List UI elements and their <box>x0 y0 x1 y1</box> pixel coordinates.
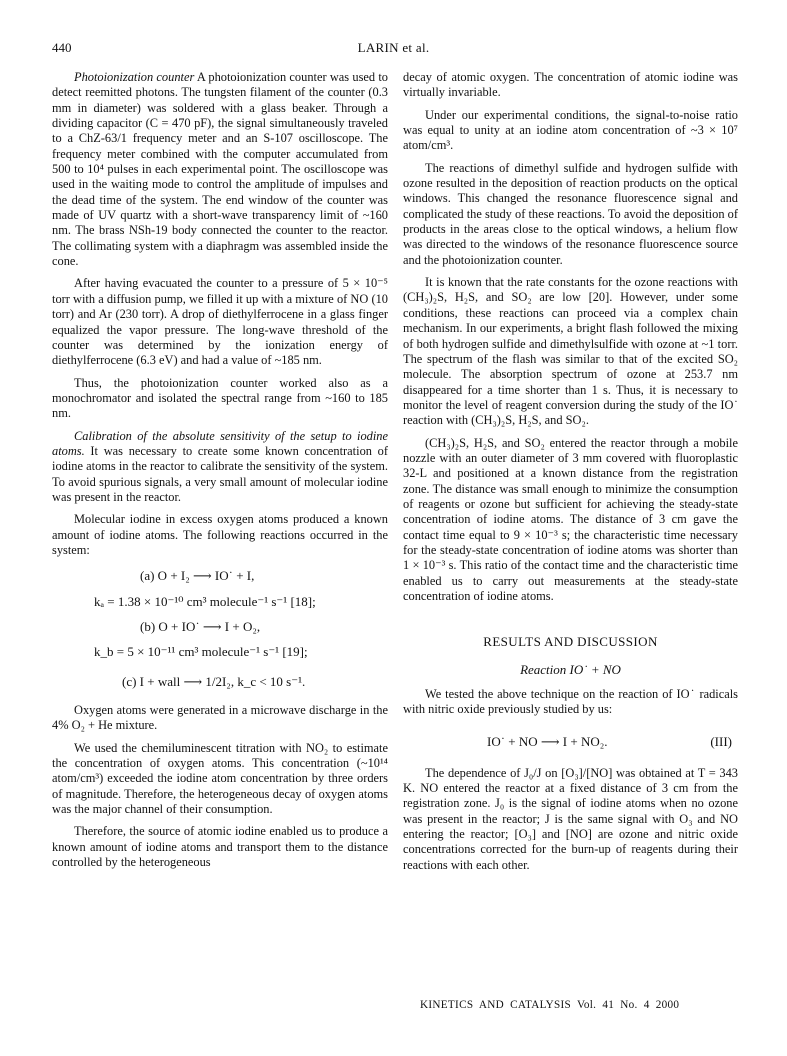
paragraph: Under our experimental conditions, the signal-to-noise ratio was equal to unity at an iodine atom concentration of ~3 × 10⁷ atom/cm³. <box>403 107 738 153</box>
section-heading: RESULTS AND DISCUSSION <box>483 634 658 650</box>
paragraph: After having evacuated the counter to a pressure of 5 × 10⁻⁵ torr with a diffusion pump, we filled it up with a mixture of NO (10 torr) and Ar (230 torr). A drop of diethylferrocene in a glass finger equalized the vapor pressure. The long-wave threshold of the counter was determined by the ionization energy of diethylferrocene (6.3 eV) and had a value of ~185 nm. <box>52 276 388 368</box>
equation-b: (b) O + IO˙ ⟶ I + O₂, <box>140 619 261 634</box>
paragraph: The reactions of dimethyl sulfide and hydrogen sulfide with ozone resulted in the deposition of reaction products on the optical windows. This changed the resonance fluorescence signal and complicated the study of these reactions. To avoid the deposition of products in the areas close to the optical windows, a helium flow was directed to the windows of the resonance fluorescence source and the photoionization counter. <box>403 160 738 267</box>
equation-iii <box>403 734 738 750</box>
equation-expression: IO˙ + NO ⟶ I + NO₂. <box>487 733 608 749</box>
paragraph: We used the chemiluminescent titration with NO₂ to estimate the concentration of oxygen atoms. This concentration (~10¹⁴ atom/cm³) exceeded the iodine atom concentration by three orders of magnitude. Therefore, the heterogeneous decay of oxygen atoms was the major channel of their consumption. <box>52 740 388 817</box>
paragraph-calibration: Calibration of the absolute sensitivity of the setup to iodine atoms. It was necessary to create some known concentration of iodine atoms in the reactor to calibrate the sensitivity of the system. To avoid spurious signals, a very small amount of molecular iodine was present in the reactor. <box>52 428 388 504</box>
running-head: LARIN et al. <box>357 40 430 55</box>
equation-c: (c) I + wall ⟶ 1/2I₂, k_c < 10 s⁻¹. <box>122 673 306 689</box>
rate-constant-b: k_b = 5 × 10⁻¹¹ cm³ molecule⁻¹ s⁻¹ [19]; <box>94 644 308 660</box>
rate-constant-a: kₐ = 1.38 × 10⁻¹⁰ cm³ molecule⁻¹ s⁻¹ [18]; <box>94 593 316 609</box>
subsection-heading: Reaction IO˙ + NO <box>520 661 621 677</box>
right-column <box>403 70 738 880</box>
equation-number: (III) <box>710 733 732 749</box>
page-number: 440 <box>52 40 72 55</box>
paragraph: It is known that the rate constants for the ozone reactions with (CH₃)₂S, H₂S, and SO₂ are low [20]. However, under some conditions, these reactions can proceed via a complex chain mechanism. In our experiments, a bright flash followed the mixing of both hydrogen sulfide and dimethylsulfide with ozone at ~1 torr. The spectrum of the flash was similar to that of the excited SO₂ molecule. The absorption spectrum of ozone at 253.7 nm disappeared for a time shorter than 1 s. Thus, it is necessary to monitor the level of reagent conversion during the study of the IO˙ reaction with (CH₃)₂S, H₂S, and SO₂. <box>403 275 738 428</box>
paragraph: Molecular iodine in excess oxygen atoms produced a known amount of iodine atoms. The following reactions occurred in the system: <box>52 512 388 557</box>
left-column <box>52 70 388 877</box>
paragraph-run-in-heading: Calibration of the absolute sensitivity of the setup to iodine atoms. <box>52 428 388 458</box>
paragraph: The dependence of J₀/J on [O₃]/[NO] was obtained at T = 343 K. NO entered the reactor at a fixed distance of 3 cm from the registration zone. J₀ is the signal of iodine atoms when no ozone was present in the reactor; J is the same signal with O₃ and NO entering the reactor; [O₃] and [NO] are ozone and nitric oxide concentrations corrected for the burn-up of reagents during their reactions with each other. <box>403 765 738 872</box>
paragraph: Therefore, the source of atomic iodine enabled us to produce a known amount of iodine atoms and transport them to the distance controlled by the heterogeneous <box>52 824 388 870</box>
page-header <box>52 40 735 60</box>
paragraph: We tested the above technique on the reaction of IO˙ radicals with nitric oxide previously studied by us: <box>403 687 738 717</box>
journal-footer: KINETICS AND CATALYSIS Vol. 41 No. 4 2000 <box>420 999 680 1011</box>
paragraph-photoionization-counter: Photoionization counter A photoionization counter was used to detect reemitted photons. The tungsten filament of the counter (0.3 mm in diameter) was soldered with a glass beaker. Through a dividing capacitor (C = 470 pF), the signal simultaneously traveled to a ChZ-63/1 frequency meter and an S-107 oscilloscope. The frequency meter combined with the computer accumulated from 500 to 10⁴ pulses in each experimental point. The oscilloscope was used in the waiting mode to control the amplitude of impulses and the dead time of the system. The end window of the counter was made of UV quartz with a short-wave transparency limit of ~160 nm. The brass NSh-19 body connected the counter to the reactor. The collimating system with a diaphragm was assembled inside the cone. <box>52 70 388 269</box>
paragraph: Oxygen atoms were generated in a microwave discharge in the 4% O₂ + He mixture. <box>52 703 388 733</box>
paragraph: Thus, the photoionization counter worked also as a monochromator and isolated the spectral range from ~160 to 185 nm. <box>52 375 388 421</box>
paragraph-run-in-heading: Photoionization counter <box>74 70 195 84</box>
equation-a: (a) O + I₂ ⟶ IO˙ + I, <box>140 568 255 584</box>
paragraph: (CH₃)₂S, H₂S, and SO₂ entered the reactor through a mobile nozzle with an outer diameter of 3 mm covered with fluoroplastic 32-L and positioned at a known distance from the registration zone. The distance was small enough to minimize the consumption of reagents or ozone but sufficient for achieving the steady-state concentration of iodine atoms. The distance of 3 cm gave the contact time equal to 9 × 10⁻³ s; the characteristic time necessary for the steady-state concentration of iodine atoms was shorter than 1 × 10⁻³ s. This ratio of the contact time and the characteristic time enabled us to carry out measurements at the steady-state concentration of iodine atoms. <box>403 435 738 603</box>
paragraph-continued: decay of atomic oxygen. The concentration of atomic iodine was virtually invariable. <box>403 70 738 100</box>
